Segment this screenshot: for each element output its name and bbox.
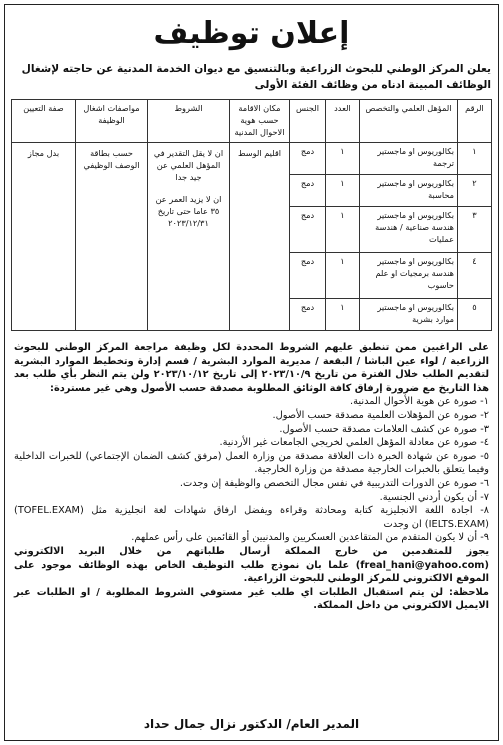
row-qualification: بكالوريوس او ماجستير محاسبة	[360, 175, 458, 207]
row-gender: دمج	[290, 207, 326, 253]
ad-title: إعلان توظيف	[153, 16, 350, 51]
row-num: ٤	[458, 253, 492, 299]
requirement-item: ٧- أن يكون أردني الجنسية.	[379, 491, 489, 503]
header-residence: مكان الاقامة حسب هوية الاحوال المدنية	[230, 100, 290, 143]
header-specs: مواصفات اشغال الوظيفة	[76, 100, 148, 143]
row-gender: دمج	[290, 299, 326, 331]
row-num: ٢	[458, 175, 492, 207]
requirement-item: ٥- صورة عن شهادة الخبرة ذات العلاقة مصدقة من وزارة العمل (مرفق كشف الضمان الإجتماعي) للخبرات الداخلية وفيما يتعلق بالخبرات الخارجية مصدقة من وزارة الخارجية.	[14, 450, 489, 476]
header-conditions: الشروط	[148, 100, 230, 143]
row-num: ١	[458, 143, 492, 175]
header-gender: الجنس	[290, 100, 326, 143]
requirement-item: ١- صورة عن هوية الأحوال المدنية.	[350, 396, 489, 408]
condition-grade: ان لا يقل التقدير في المؤهل العلمي عن جيد جدا	[153, 148, 224, 182]
header-count: العدد	[326, 100, 360, 143]
header-qualification: المؤهل العلمي والتخصص	[360, 100, 458, 143]
row-qualification: بكالوريوس او ماجستير هندسة برمجيات او علم حاسوب	[360, 253, 458, 299]
row-count: ١	[326, 175, 360, 207]
row-num: ٣	[458, 207, 492, 253]
header-num: الرقم	[458, 100, 492, 143]
row-qualification: بكالوريوس او ماجستير موارد بشرية	[360, 299, 458, 331]
row-num: ٥	[458, 299, 492, 331]
row-count: ١	[326, 299, 360, 331]
row-count: ١	[326, 207, 360, 253]
note-paragraph: ملاحظة: لن يتم استقبال الطلبات اي طلب غير مستوفي الشروط المطلوبة / او الطلبات عبر الايميل الالكتروني من داخل المملكة.	[14, 586, 489, 612]
specs-cell: حسب بطاقة الوصف الوظيفي	[76, 143, 148, 331]
instructions-paragraph: على الراغبين ممن تنطبق عليهم الشروط المحددة لكل وظيفة مراجعة المركز الوطني للبحوث الزراعية / لواء عين الباشا / البقعة / مديرية الموارد البشرية / قسم إدارة وتخطيط الموارد البشرية لتقديم الطلب خلال الفترة من تاريخ ٢٠٢٣/١٠/٩ إلى تاريخ ٢٠٢٣/١٠/١٢ ولن يتم النظر بأي طلب بعد هذا التاريخ مع ضرورة إرفاق كافة الوثائق المطلوبة مصدقة حسب الأصول وهي غير مستردة:	[14, 342, 489, 394]
intro-text: يعلن المركز الوطني للبحوث الزراعية وبالتنسيق مع ديوان الخدمة المدنية عن حاجته لإشغال الوظائف المبينة ادناه من وظائف الفئة الأولى	[21, 63, 491, 91]
row-qualification: بكالوريوس او ماجستير ترجمة	[360, 143, 458, 175]
row-gender: دمج	[290, 175, 326, 207]
requirement-item: ٨- اجادة اللغة الانجليزية كتابة ومحادثة وقراءة ويفضل ارفاق شهادات لغة انجليزية مثل (TOFEL.EXAM) (IELTS.EXAM) ان وجدت	[14, 505, 489, 530]
row-count: ١	[326, 253, 360, 299]
row-gender: دمج	[290, 253, 326, 299]
email-paragraph: يجوز للمتقدمين من خارج المملكة أرسال طلباتهم من خلال البريد الالكتروني (freal_hani@yahoo.com) علما بان نموذج طلب التوظيف الخاص بهذه الوظائف موجود على الموقع الالكتروني للمركز الوطني للبحوث الزراعية.	[14, 545, 489, 585]
signature: المدير العام/ الدكتور نزال جمال حداد	[143, 717, 360, 731]
condition-age: ان لا يزيد العمر عن ٣٥ عاما حتى تاريخ ٢٠٢٣/١٢/٣١	[155, 194, 222, 228]
residence-cell: اقليم الوسط	[230, 143, 290, 331]
appointment-type-cell: بدل مجاز	[12, 143, 76, 331]
page-border	[4, 4, 499, 741]
row-gender: دمج	[290, 143, 326, 175]
row-count: ١	[326, 143, 360, 175]
header-appointment-type: صفة التعيين	[12, 100, 76, 143]
row-qualification: بكالوريوس او ماجستير هندسة صناعية / هندسة عمليات	[360, 207, 458, 253]
requirement-item: ٩- أن لا يكون المتقدم من المتقاعدين العسكريين والمدنيين أو القائمين على رأس عملهم.	[131, 532, 489, 544]
requirement-item: ٣- صورة عن كشف العلامات مصدقة حسب الأصول.	[279, 423, 489, 435]
requirement-item: ٢- صورة عن المؤهلات العلمية مصدقة حسب الأصول.	[272, 409, 489, 421]
requirement-item: ٦- صورة عن الدورات التدريبية في نفس مجال التخصص والوظيفة إن وجدت.	[179, 477, 489, 489]
requirement-item: ٤- صورة عن معادلة المؤهل العلمي لخريجي الجامعات غير الأردنية.	[219, 437, 489, 449]
